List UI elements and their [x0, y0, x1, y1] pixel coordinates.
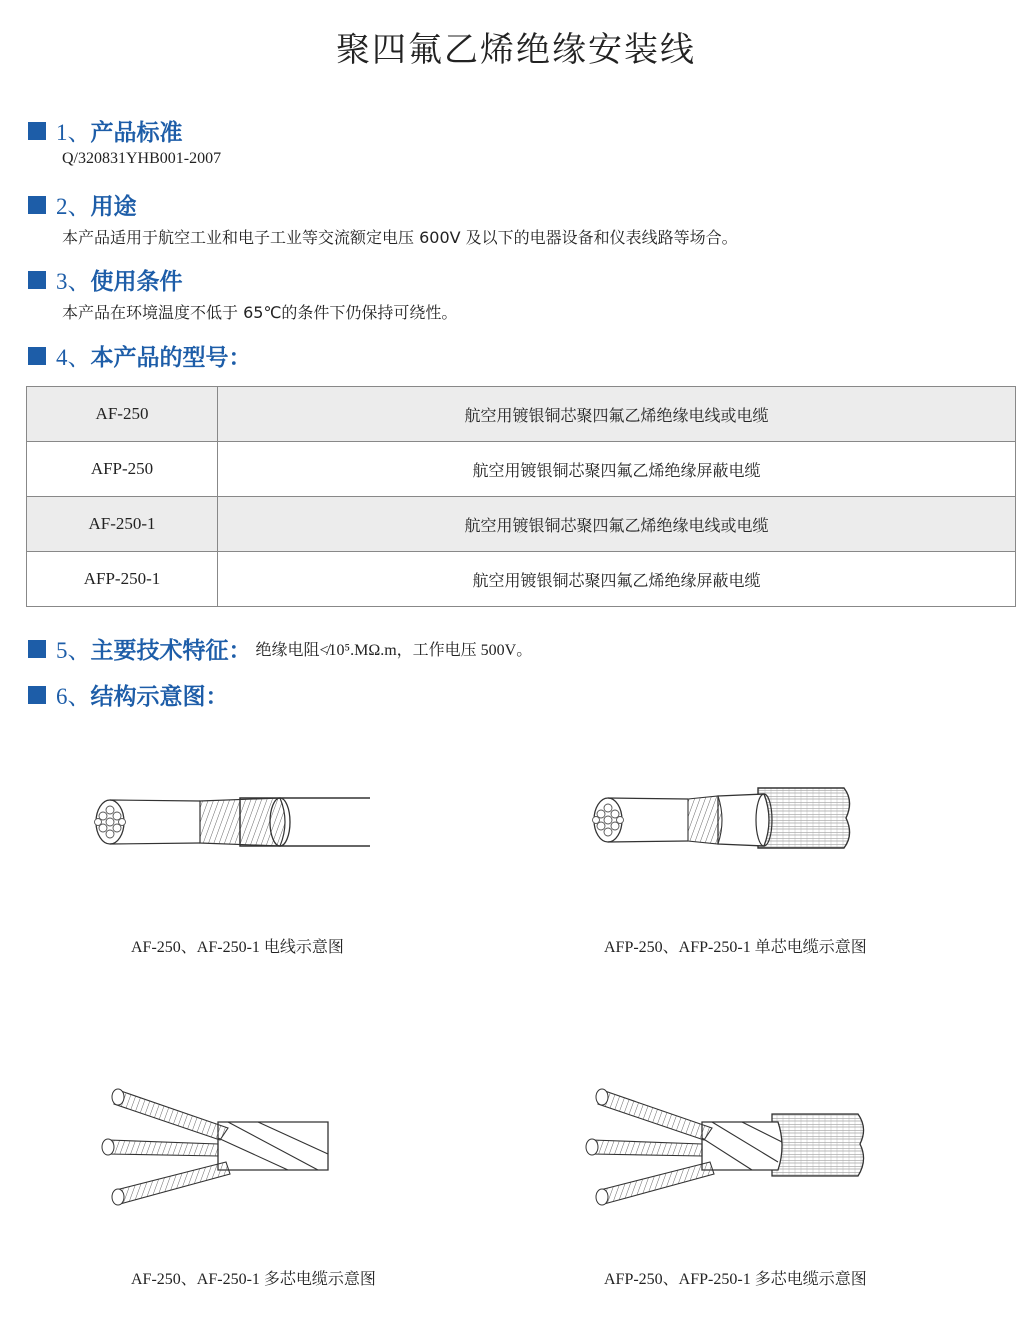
section-heading-standard: 1、 产品标准	[28, 114, 183, 147]
section-heading-usage: 2、 用途	[28, 188, 137, 221]
standard-code: Q/320831YHB001-2007	[62, 150, 222, 167]
section-heading-models: 4、 本产品的型号：	[28, 339, 252, 372]
conditions-text: 本产品在环境温度不低于 65℃的条件下仍保持可绕性。	[62, 303, 458, 322]
single-core-shielded-diagram	[588, 784, 858, 856]
model-desc: 航空用镀银铜芯聚四氟乙烯绝缘电线或电缆	[218, 497, 1016, 552]
section-heading-structure: 6、 结构示意图：	[28, 678, 229, 711]
model-code: AF-250-1	[27, 497, 218, 552]
square-bullet-icon	[28, 686, 46, 704]
figure-caption: AF-250、AF-250-1 多芯电缆示意图	[131, 1271, 376, 1288]
usage-text: 本产品适用于航空工业和电子工业等交流额定电压 600V 及以下的电器设备和仪表线路等场合。	[62, 228, 738, 247]
figure-caption: AF-250、AF-250-1 电线示意图	[131, 939, 344, 956]
table-row	[27, 387, 1016, 442]
figure-caption: AFP-250、AFP-250-1 单芯电缆示意图	[604, 939, 867, 956]
model-desc: 航空用镀银铜芯聚四氟乙烯绝缘屏蔽电缆	[218, 552, 1016, 607]
figure-caption: AFP-250、AFP-250-1 多芯电缆示意图	[604, 1271, 867, 1288]
model-code: AF-250	[27, 387, 218, 442]
multi-core-diagram	[98, 1082, 338, 1212]
multi-core-shielded-diagram	[582, 1082, 872, 1212]
square-bullet-icon	[28, 271, 46, 289]
section-heading-tech: 5、 主要技术特征： 绝缘电阻≮10⁵.MΩ.m，工作电压 500V。	[28, 632, 532, 665]
page-title: 聚四氟乙烯绝缘安装线	[336, 30, 696, 70]
square-bullet-icon	[28, 196, 46, 214]
tech-text: 绝缘电阻≮10⁵.MΩ.m，工作电压 500V。	[255, 642, 533, 659]
model-desc: 航空用镀银铜芯聚四氟乙烯绝缘屏蔽电缆	[218, 442, 1016, 497]
square-bullet-icon	[28, 640, 46, 658]
single-wire-diagram	[90, 788, 370, 858]
models-table	[26, 386, 1016, 607]
table-row	[27, 552, 1016, 607]
section-heading-conditions: 3、 使用条件	[28, 263, 183, 296]
model-desc: 航空用镀银铜芯聚四氟乙烯绝缘电线或电缆	[218, 387, 1016, 442]
model-code: AFP-250	[27, 442, 218, 497]
table-row	[27, 442, 1016, 497]
square-bullet-icon	[28, 122, 46, 140]
square-bullet-icon	[28, 347, 46, 365]
model-code: AFP-250-1	[27, 552, 218, 607]
table-row	[27, 497, 1016, 552]
